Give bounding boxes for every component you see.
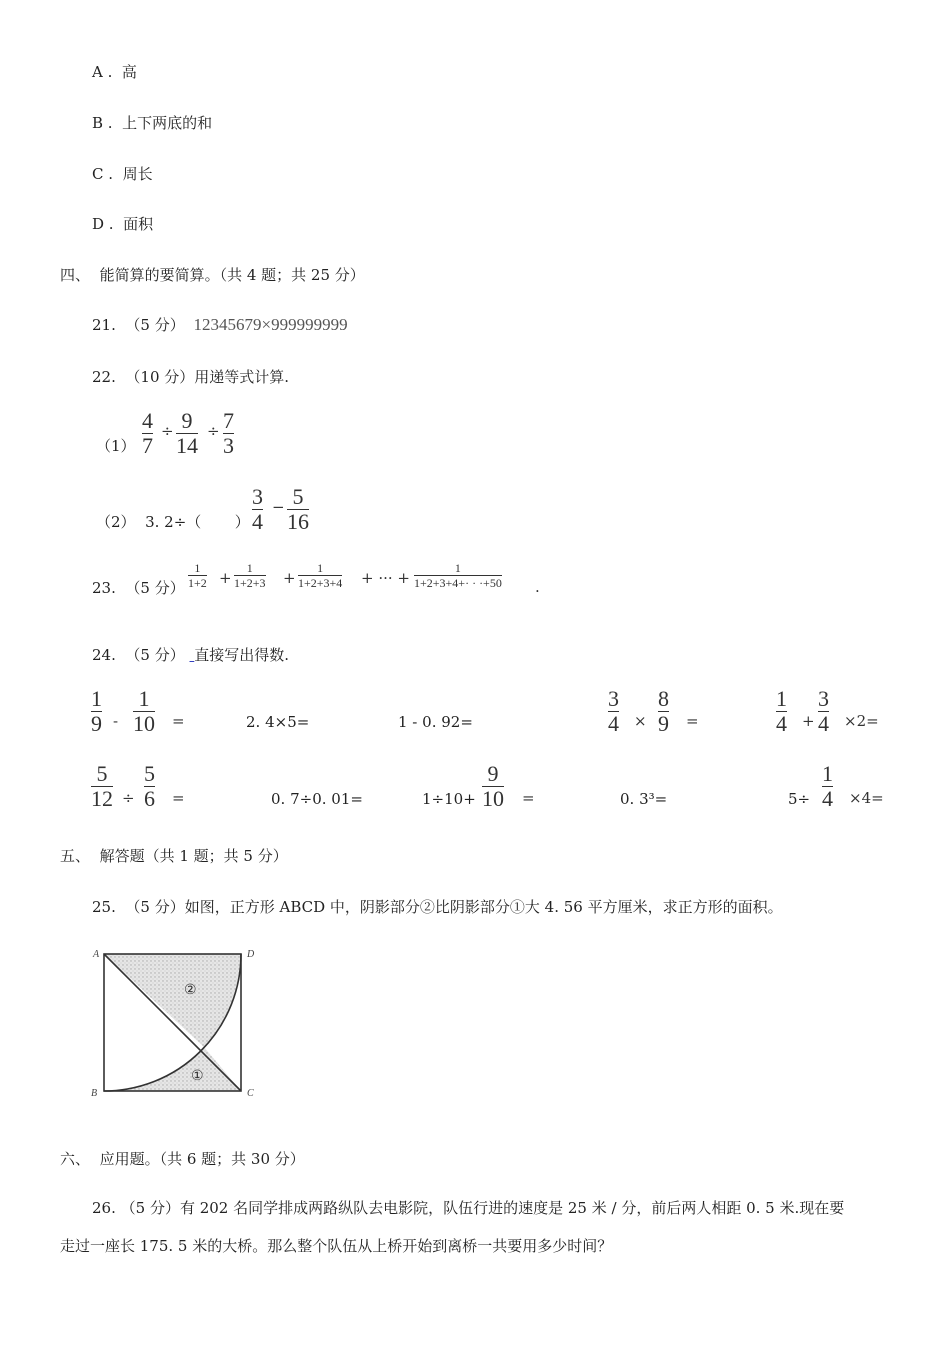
expression: 2. 4×5=	[246, 713, 310, 731]
numerator: 8	[658, 686, 669, 711]
operator: +	[219, 569, 232, 587]
denominator: 4	[252, 509, 263, 534]
equals: =	[172, 712, 185, 730]
operator: -	[113, 712, 119, 730]
operator: ×	[634, 712, 647, 730]
question-text: 直接写出得数.	[194, 646, 290, 664]
option-letter: D .	[92, 215, 114, 233]
numerator: 1	[194, 561, 201, 575]
section-title: 解答题（共 1 题；共 5 分）	[99, 847, 288, 865]
section-title: 能简算的要简算。（共 4 题；共 25 分）	[99, 266, 365, 284]
shaded-region-1	[104, 1047, 241, 1091]
denominator: 14	[176, 433, 198, 458]
section-4-heading	[60, 265, 365, 285]
part-label: （2）	[96, 513, 136, 531]
option-letter: B .	[92, 114, 113, 132]
option-text: 高	[121, 63, 137, 81]
equals: =	[172, 789, 185, 807]
expression-tail: ×2=	[844, 712, 879, 730]
question-21	[92, 315, 348, 335]
equals: =	[522, 789, 535, 807]
numerator: 7	[223, 408, 234, 433]
numerator: 5	[96, 761, 108, 786]
section-number: 五、	[60, 847, 91, 865]
denominator: 10	[133, 711, 155, 736]
question-23	[92, 578, 185, 598]
question-number: 25.	[92, 898, 116, 916]
question-score: （5 分）	[125, 579, 185, 597]
denominator: 4	[776, 711, 787, 736]
fraction	[608, 688, 619, 735]
expression-prefix: 1÷10+	[422, 790, 476, 808]
question-22	[92, 367, 289, 387]
numerator: 5	[144, 761, 155, 786]
numerator: 9	[487, 761, 499, 786]
denominator: 9	[658, 711, 669, 736]
numerator: 3	[818, 686, 829, 711]
denominator: 12	[91, 786, 113, 811]
question-number: 23.	[92, 579, 116, 597]
denominator: 1+2+3	[234, 576, 266, 590]
question-text: 如图，正方形 ABCD 中，阴影部分②比阴影部分①大 4. 56 平方厘米，求正方形的面积。	[184, 898, 783, 916]
fraction	[298, 562, 342, 589]
option-text: 上下两底的和	[122, 114, 213, 132]
q22-part1-label: （1）	[96, 437, 136, 455]
period: .	[535, 578, 540, 596]
question-number: 22.	[92, 368, 116, 386]
fraction	[91, 688, 102, 735]
numerator: 9	[181, 408, 193, 433]
part-suffix: ）	[234, 513, 250, 531]
fraction	[234, 562, 266, 589]
q22-part2	[96, 512, 250, 532]
question-25	[92, 897, 783, 917]
denominator: 16	[287, 509, 309, 534]
denominator: 4	[818, 711, 829, 736]
option-c	[92, 164, 153, 184]
numerator: 1	[454, 561, 461, 575]
numerator: 1	[822, 761, 833, 786]
denominator: 1+2+3+4	[298, 576, 343, 590]
numerator: 1	[317, 561, 324, 575]
option-letter: C .	[92, 165, 114, 183]
option-b	[92, 113, 212, 133]
fraction	[252, 486, 263, 533]
expression-prefix: 5÷	[788, 790, 811, 808]
fraction	[142, 410, 153, 457]
fraction	[144, 763, 155, 810]
operator: +	[802, 712, 815, 730]
vertex-label-b: B	[91, 1088, 98, 1099]
denominator: 6	[144, 786, 155, 811]
question-score: （5 分）	[120, 1199, 180, 1217]
region-label-2: ②	[184, 983, 197, 998]
denominator: 3	[223, 433, 234, 458]
fraction	[91, 763, 113, 810]
denominator: 4	[608, 711, 619, 736]
question-score: （5 分）	[125, 898, 185, 916]
vertex-label-c: C	[247, 1088, 254, 1099]
section-6-heading	[60, 1149, 305, 1169]
denominator: 7	[142, 433, 153, 458]
fraction	[822, 763, 833, 810]
fraction	[776, 688, 787, 735]
fraction	[482, 763, 504, 810]
question-24	[92, 645, 289, 665]
numerator: 1	[246, 561, 253, 575]
option-a	[92, 62, 137, 82]
denominator: 1+2	[188, 576, 207, 590]
question-score: （5 分）	[125, 316, 185, 334]
fraction	[818, 688, 829, 735]
option-d	[92, 214, 153, 234]
fraction	[188, 562, 207, 589]
numerator: 5	[292, 484, 304, 509]
question-text: 有 202 名同学排成两路纵队去电影院，队伍行进的速度是 25 米 / 分，前后两人相距 0. 5 米.现在要	[179, 1199, 845, 1217]
operator: −	[272, 498, 285, 516]
section-number: 四、	[60, 266, 91, 284]
expression: 0. 3³=	[620, 790, 668, 808]
numerator: 4	[142, 408, 153, 433]
option-letter: A .	[92, 63, 113, 81]
fraction	[414, 562, 502, 589]
fraction	[223, 410, 234, 457]
numerator: 1	[91, 686, 102, 711]
question-number: 21.	[92, 316, 116, 334]
denominator: 1+2+3+4+· · ·+50	[414, 576, 502, 590]
expression: 0. 7÷0. 01=	[271, 790, 363, 808]
numerator: 3	[608, 686, 619, 711]
equals: =	[686, 712, 699, 730]
numerator: 3	[252, 484, 263, 509]
section-title: 应用题。（共 6 题；共 30 分）	[99, 1150, 305, 1168]
question-number: 26.	[92, 1199, 116, 1217]
fraction	[658, 688, 669, 735]
option-text: 面积	[123, 215, 154, 233]
numerator: 1	[138, 686, 150, 711]
part-prefix: 3. 2÷（	[145, 513, 202, 531]
operator: +	[283, 569, 296, 587]
square-abcd-figure	[86, 944, 266, 1100]
vertex-label-d: D	[247, 949, 255, 960]
question-score: （5 分）	[125, 646, 185, 664]
section-number: 六、	[60, 1150, 91, 1168]
question-score: （10 分）	[125, 368, 195, 386]
question-number: 24.	[92, 646, 116, 664]
denominator: 4	[822, 786, 833, 811]
vertex-label-a: A	[93, 949, 100, 960]
question-26-line-1	[92, 1198, 844, 1218]
ellipsis-operator: + ··· +	[361, 569, 410, 587]
expression: 12345679×999999999	[193, 315, 348, 334]
fraction	[133, 688, 155, 735]
option-text: 周长	[122, 165, 153, 183]
numerator: 1	[776, 686, 787, 711]
fraction	[287, 486, 309, 533]
question-text: 用递等式计算.	[194, 368, 290, 386]
expression: 1 - 0. 92=	[398, 713, 473, 731]
operator: ÷	[122, 789, 135, 807]
expression-tail: ×4=	[849, 789, 884, 807]
section-5-heading	[60, 846, 288, 866]
shaded-region-2	[104, 954, 241, 1047]
denominator: 10	[482, 786, 504, 811]
question-26-line-2: 走过一座长 175. 5 米的大桥。那么整个队伍从上桥开始到离桥一共要用多少时间？	[60, 1237, 613, 1255]
region-label-1: ①	[191, 1069, 204, 1084]
denominator: 9	[91, 711, 102, 736]
fraction	[176, 410, 198, 457]
operator: ÷	[161, 422, 174, 440]
operator: ÷	[207, 422, 220, 440]
